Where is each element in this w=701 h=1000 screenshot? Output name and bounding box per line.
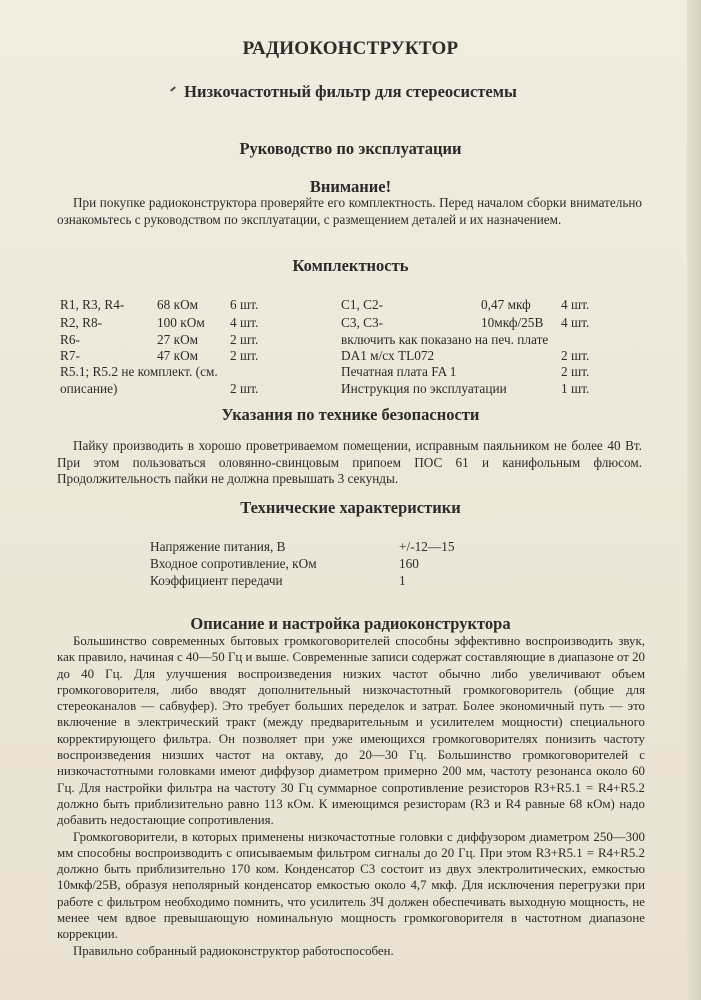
spec-value-1: 160 xyxy=(399,556,419,571)
kit-left-qty-2: 2 шт. xyxy=(230,332,259,347)
kit-right-value-1: 10мкф/25В xyxy=(481,315,544,330)
spec-label-1: Входное сопротивление, кОм xyxy=(150,556,317,571)
description-paragraph-1: Большинство современных бытовых громкоговорителей способны эффективно воспроизводить звук, как правило, начиная с 40—50 Гц и выше. Современные записи содержат составляющие в диапазоне от 20 до 40 Гц. Для улучшения воспроизведения низких частот обычно либо увеличивают объем громкоговорителя, либо вводят дополнительный низкочастотный громкоговоритель (общие для стереоканалов — сабвуфер). Это требует больших переделок и затрат. Более экономичный путь — это включение в электрический тракт (между предварительным и усилителем мощности) специального корректирующего фильтра. Он позволяет при уже имеющихся громкоговорителях понизить частоту воспроизведения низших частот на октаву, до 20—30 Гц. Большинство громкоговорителей с низкочастотными головками имеют диффузор диаметром примерно 200 мм, частоту резонанса около 60 Гц. Для настройки фильтра на частоту 30 Гц суммарное сопротивление резисторов R3+R5.1 = R4+R5.2 должно быть приблизительно равно 113 кОм. К имеющимся резисторам (R3 и R4 равные 68 кОм) надо добавить недостающие сопротивления. xyxy=(57,634,645,828)
kit-right-qty-3: 2 шт. xyxy=(561,348,590,363)
kit-right-qty-5: 1 шт. xyxy=(561,381,590,396)
kit-right-name-0: C1, C2- xyxy=(341,297,384,312)
manual-heading: Руководство по эксплуатации xyxy=(239,139,462,158)
description-body xyxy=(57,633,645,959)
kit-left-name-3: R7- xyxy=(60,348,80,363)
attention-text: При покупке радиоконструктора проверяйте его комплектность. Перед началом сборки внимательно ознакомьтесь с руководством по эксплуатации, с размещением деталей и их назначением. xyxy=(57,195,642,227)
kit-right-name-3: DA1 м/сх TL072 xyxy=(341,348,435,363)
attention-heading: Внимание! xyxy=(309,177,392,196)
kit-right-name-1: C3, C3- xyxy=(341,315,384,330)
kit-right-qty-1: 4 шт. xyxy=(561,315,590,330)
safety-text: Пайку производить в хорошо проветриваемом помещении, исправным паяльником не более 40 Вт. При этом пользоваться оловянно-свинцовым припоем ПОС 61 и канифольным флюсом. Продолжительность пайки не должна превышать 3 секунды. xyxy=(57,438,642,486)
kit-left-qty-3: 2 шт. xyxy=(230,348,259,363)
kit-left-value-0: 68 кОм xyxy=(157,297,199,312)
kit-right-value-0: 0,47 мкф xyxy=(481,297,531,312)
document-subtitle: Низкочастотный фильтр для стереосистемы xyxy=(184,82,517,101)
kit-right-name-4: Печатная плата FA 1 xyxy=(341,364,457,379)
kit-right-qty-4: 2 шт. xyxy=(561,364,590,379)
kit-left-name-0: R1, R3, R4- xyxy=(60,297,125,312)
kit-left-value-1: 100 кОм xyxy=(157,315,205,330)
specs-heading: Технические характеристики xyxy=(240,498,461,517)
spec-value-2: 1 xyxy=(399,573,406,588)
kit-left-name-2: R6- xyxy=(60,332,80,347)
kit-left-qty-5: 2 шт. xyxy=(230,381,259,396)
kit-right-name-5: Инструкция по эксплуатации xyxy=(341,381,507,396)
document-title: РАДИОКОНСТРУКТОР xyxy=(242,38,459,59)
kit-left-name-1: R2, R8- xyxy=(60,315,103,330)
description-paragraph-2: Громкоговорители, в которых применены низкочастотные головки с диффузором диаметром 250—300 мм способны воспроизводить с описываемым фильтром сигналы до 20 Гц. При этом R3+R5.1 = R4+R5.2 должно быть приблизительно 170 ком. Конденсатор С3 состоит из двух электролитических, емкостью 10мкф/25В, образуя неполярный конденсатор емкостью около 4,7 мкф. Для исключения перегрузки при работе с фильтром необходимо помнить, что усилитель ЗЧ должен обеспечивать выходную мощность, не менее чем вдвое превышающую номинальную мощность громкоговорителя в частотном диапазоне коррекции. xyxy=(57,829,645,942)
spec-value-0: +/-12—15 xyxy=(399,539,455,554)
description-paragraph-3: Правильно собранный радиоконструктор работоспособен. xyxy=(73,943,394,958)
kit-left-qty-0: 6 шт. xyxy=(230,297,259,312)
safety-heading: Указания по технике безопасности xyxy=(221,405,480,424)
kit-right-name-2: включить как показано на печ. плате xyxy=(341,332,549,347)
spec-label-0: Напряжение питания, В xyxy=(150,539,286,554)
kit-left-name-4: R5.1; R5.2 не комплект. (см. xyxy=(60,364,218,379)
description-heading: Описание и настройка радиоконструктора xyxy=(190,614,511,633)
kit-right-qty-0: 4 шт. xyxy=(561,297,590,312)
kit-left-value-2: 27 кОм xyxy=(157,332,199,347)
kit-left-value-3: 47 кОм xyxy=(157,348,199,363)
kit-left-name-5: описание) xyxy=(60,381,118,396)
kit-heading: Комплектность xyxy=(292,256,409,275)
spec-label-2: Коэффициент передачи xyxy=(150,573,283,588)
kit-left-qty-1: 4 шт. xyxy=(230,315,259,330)
